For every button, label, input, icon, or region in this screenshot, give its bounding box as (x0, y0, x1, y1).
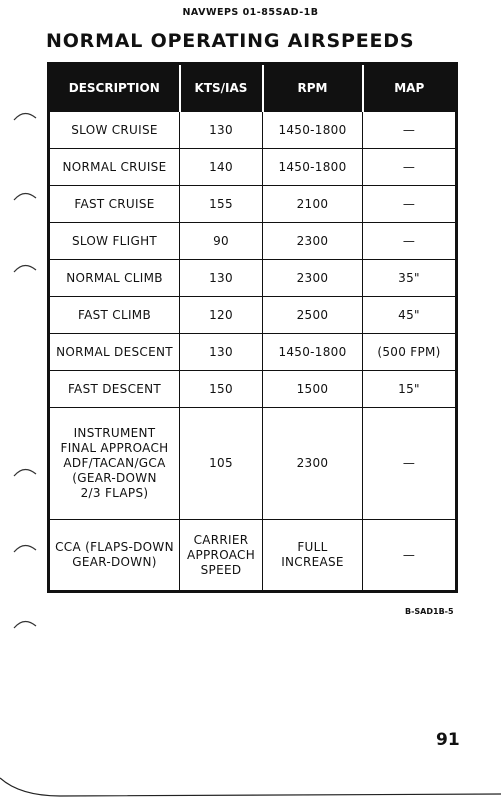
cell-rpm: 1450-1800 (263, 112, 363, 149)
cell-kts-ias: 130 (180, 334, 263, 371)
binder-hole-mark (12, 258, 38, 280)
cell-description: SLOW FLIGHT (49, 223, 180, 260)
binder-hole-mark (12, 614, 38, 636)
cell-description: FAST CLIMB (49, 297, 180, 334)
binder-hole-mark (12, 106, 38, 128)
cell-kts-ias: 105 (180, 408, 263, 520)
cell-rpm: 2300 (263, 223, 363, 260)
table-row (49, 371, 457, 408)
cell-map: — (363, 149, 457, 186)
cell-kts-ias: 90 (180, 223, 263, 260)
table-row (49, 112, 457, 149)
cell-description: CCA (FLAPS-DOWN GEAR-DOWN) (49, 520, 180, 592)
figure-id: B-SAD1B-5 (405, 607, 454, 616)
table-header-row (49, 64, 457, 112)
cell-map: 35" (363, 260, 457, 297)
binder-hole-mark (12, 186, 38, 208)
table-row (49, 334, 457, 371)
cell-map: — (363, 112, 457, 149)
cell-kts-ias: 155 (180, 186, 263, 223)
cell-kts-ias: 130 (180, 112, 263, 149)
cell-rpm: 1500 (263, 371, 363, 408)
cell-kts-ias: 140 (180, 149, 263, 186)
page-title: NORMAL OPERATING AIRSPEEDS (46, 30, 415, 52)
cell-kts-ias: CARRIER APPROACH SPEED (180, 520, 263, 592)
table-row (49, 149, 457, 186)
column-header-map: MAP (363, 64, 457, 112)
cell-description: NORMAL CRUISE (49, 149, 180, 186)
cell-map: — (363, 223, 457, 260)
cell-description: FAST CRUISE (49, 186, 180, 223)
table-row (49, 260, 457, 297)
cell-rpm: 1450-1800 (263, 334, 363, 371)
cell-description: SLOW CRUISE (49, 112, 180, 149)
cell-map: — (363, 520, 457, 592)
binder-hole-mark (12, 462, 38, 484)
cell-rpm: 2300 (263, 408, 363, 520)
table-row (49, 408, 457, 520)
airspeeds-table (47, 62, 458, 593)
cell-rpm: 1450-1800 (263, 149, 363, 186)
column-header-rpm: RPM (263, 64, 363, 112)
cell-kts-ias: 120 (180, 297, 263, 334)
column-header-kts-ias: KTS/IAS (180, 64, 263, 112)
cell-description: NORMAL DESCENT (49, 334, 180, 371)
cell-rpm: 2300 (263, 260, 363, 297)
binder-hole-mark (12, 538, 38, 560)
cell-kts-ias: 150 (180, 371, 263, 408)
cell-kts-ias: 130 (180, 260, 263, 297)
cell-map: (500 FPM) (363, 334, 457, 371)
cell-map: 45" (363, 297, 457, 334)
page-number: 91 (436, 730, 460, 750)
table-row (49, 297, 457, 334)
cell-rpm: FULL INCREASE (263, 520, 363, 592)
cell-rpm: 2100 (263, 186, 363, 223)
cell-description: INSTRUMENT FINAL APPROACH ADF/TACAN/GCA (GEAR-DOWN 2/3 FLAPS) (49, 408, 180, 520)
table-row (49, 186, 457, 223)
table-row (49, 520, 457, 592)
document-code: NAVWEPS 01-85SAD-1B (182, 7, 319, 18)
cell-description: FAST DESCENT (49, 371, 180, 408)
cell-map: — (363, 186, 457, 223)
cell-description: NORMAL CLIMB (49, 260, 180, 297)
table-row (49, 223, 457, 260)
cell-map: 15" (363, 371, 457, 408)
column-header-description: DESCRIPTION (49, 64, 180, 112)
page-edge-curve (0, 760, 501, 800)
cell-rpm: 2500 (263, 297, 363, 334)
cell-map: — (363, 408, 457, 520)
